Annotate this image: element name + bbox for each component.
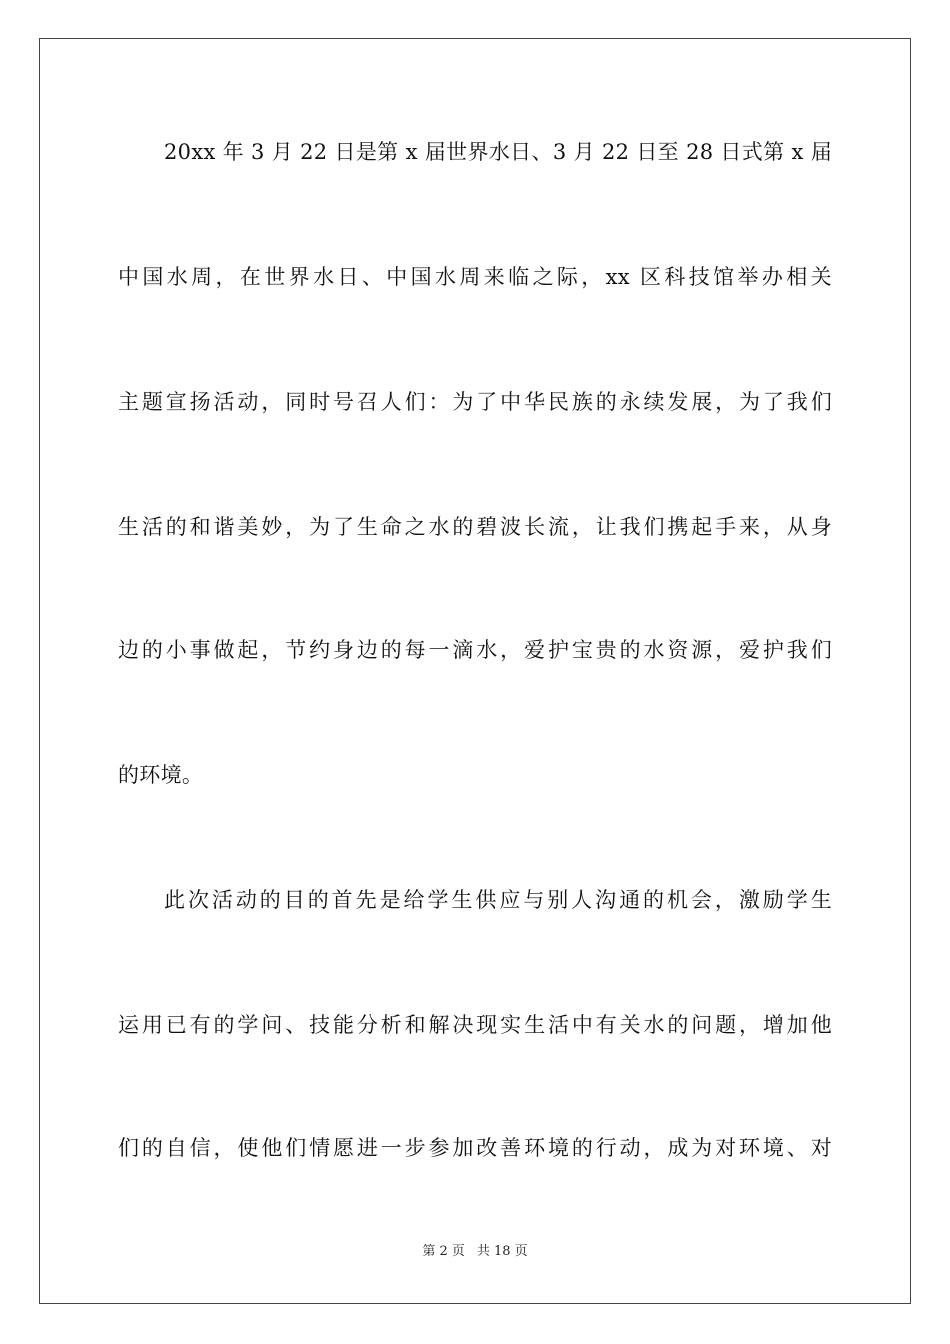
paragraph-1-line-5: 边的小事做起，节约身边的每一滴水，爱护宝贵的水资源，爱护我们	[118, 638, 832, 662]
page-border	[39, 38, 911, 1304]
paragraph-2-line-3: 们的自信，使他们情愿进一步参加改善环境的行动，成为对环境、对	[118, 1136, 832, 1160]
paragraph-1-line-3: 主题宣扬活动，同时号召人们：为了中华民族的永续发展，为了我们	[118, 390, 832, 414]
paragraph-2-line-1: 此次活动的目的首先是给学生供应与别人沟通的机会，激励学生	[164, 888, 832, 912]
paragraph-2-line-2: 运用已有的学问、技能分析和解决现实生活中有关水的问题，增加他	[118, 1013, 832, 1037]
paragraph-1-line-1: 20xx 年 3 月 22 日是第 x 届世界水日、3 月 22 日至 28 日式第 x 届	[164, 140, 832, 164]
paragraph-1-line-2: 中国水周，在世界水日、中国水周来临之际，xx 区科技馆举办相关	[118, 265, 832, 289]
paragraph-1-line-6: 的环境。	[118, 763, 204, 787]
page-number: 第 2 页	[422, 1244, 465, 1259]
page-footer	[0, 1243, 950, 1261]
paragraph-1-line-4: 生活的和谐美妙，为了生命之水的碧波长流，让我们携起手来，从身	[118, 515, 832, 539]
total-pages: 共 18 页	[476, 1244, 528, 1259]
